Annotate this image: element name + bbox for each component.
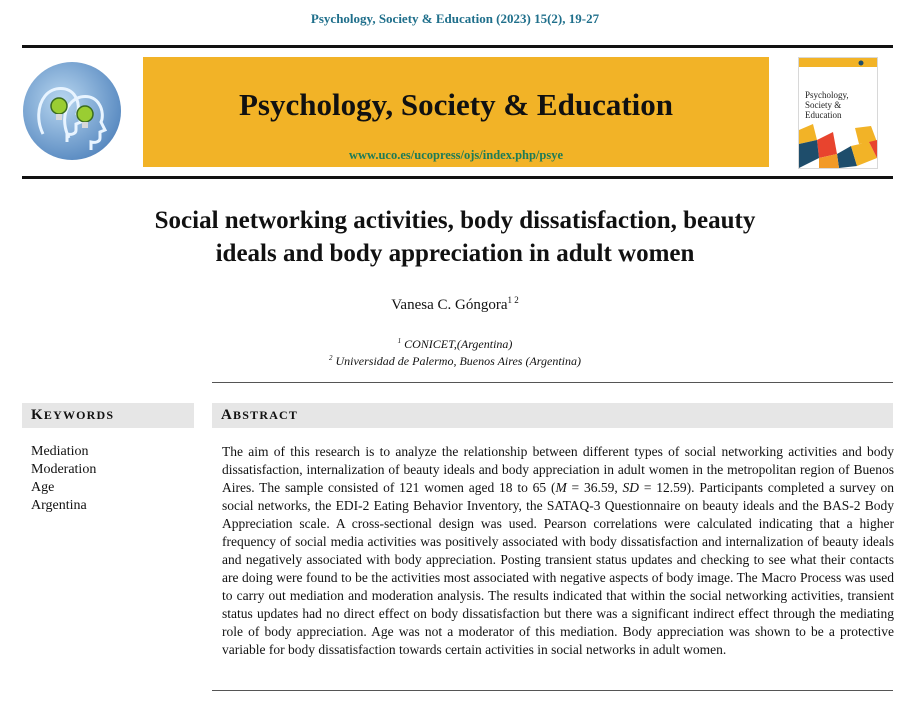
article-title [60, 204, 850, 270]
journal-url[interactable]: www.uco.es/ucopress/ojs/index.php/psye [348, 148, 564, 162]
mean-value: = 36.59, [566, 480, 623, 495]
keywords-heading-rest: EYWORDS [43, 408, 115, 422]
abstract-bottom-rule [212, 690, 893, 691]
sd-value: = 12.59). [639, 480, 700, 495]
top-rule [22, 45, 893, 48]
abstract-part-2: Participants completed a survey on social networks, the EDI-2 Eating Behavior Inventory, the SATAQ-3 Questionnaire on beauty ideals and the BAS-2 Body Appreciation scale. A cross-sectional design was used. Pearson correlations were calculated indicating that a higher frequency of social media activities was positively associated with body dissatisfaction and internalization of beauty ideals and negatively associated with body appreciation. Posting transient status updates and checking to see what their contacts are doing were found to be the activities most associated with negative aspects of body image. The Macro Process was used to carry out mediation and moderation analysis. The results indicated that within the social networking activities, transient status updates had no direct effect on body dissatisfaction but there was a significant indirect effect through the mediating role of body appreciation. Age was not a moderator of this mediation. Body appreciation was shown to be a protective variable for body dissatisfaction towards certain activities in social networks in adult women. [222, 480, 894, 657]
journal-citation: Psychology, Society & Education (2023) 15(2), 19-27 [310, 11, 600, 26]
keywords-list [31, 443, 96, 515]
journal-title: Psychology, Society & Education [238, 87, 673, 122]
affiliation-number: 1 [397, 337, 402, 345]
section-divider [212, 382, 893, 383]
journal-cover-thumbnail [798, 57, 878, 169]
affiliation-2 [0, 354, 910, 369]
author-name: Vanesa C. Góngora [391, 297, 508, 313]
keyword-item: Argentina [31, 498, 87, 513]
keyword-item: Age [31, 480, 55, 495]
abstract-heading-rest: BSTRACT [233, 408, 299, 422]
affiliation-text: CONICET,(Argentina) [401, 337, 513, 351]
title-line-1: Social networking activities, body dissatisfaction, beauty [154, 207, 756, 234]
affiliation-1 [0, 337, 910, 352]
keywords-heading [22, 403, 194, 428]
abstract-heading-initial: A [221, 407, 234, 423]
abstract-heading [212, 403, 893, 428]
sd-symbol: SD [622, 480, 640, 495]
heads-icon [23, 62, 121, 160]
journal-banner [143, 57, 769, 167]
affiliation-number: 2 [328, 354, 333, 362]
abstract-text [222, 443, 894, 659]
title-line-2: ideals and body appreciation in adult women [215, 240, 695, 267]
journal-logo [23, 62, 121, 160]
mean-symbol: M [555, 480, 567, 495]
abstract-part-1: The aim of this research is to analyze the relationship between different types of social networking activities and body dissatisfaction, internalization of beauty ideals and body appreciation in adult women in the metropolitan region of Buenos Aires. The sample consisted of 121 women aged 18 to 65 ( [222, 444, 894, 495]
cover-title: Psychology, Society & Education [805, 90, 849, 120]
keyword-item: Mediation [31, 444, 89, 459]
author-affiliation-marks: 1 2 [507, 295, 519, 305]
affiliation-text: Universidad de Palermo, Buenos Aires (Argentina) [332, 354, 581, 368]
keywords-heading-initial: K [31, 407, 44, 423]
keyword-item: Moderation [31, 462, 97, 477]
author-line [0, 295, 910, 314]
header-bottom-rule [22, 176, 893, 179]
